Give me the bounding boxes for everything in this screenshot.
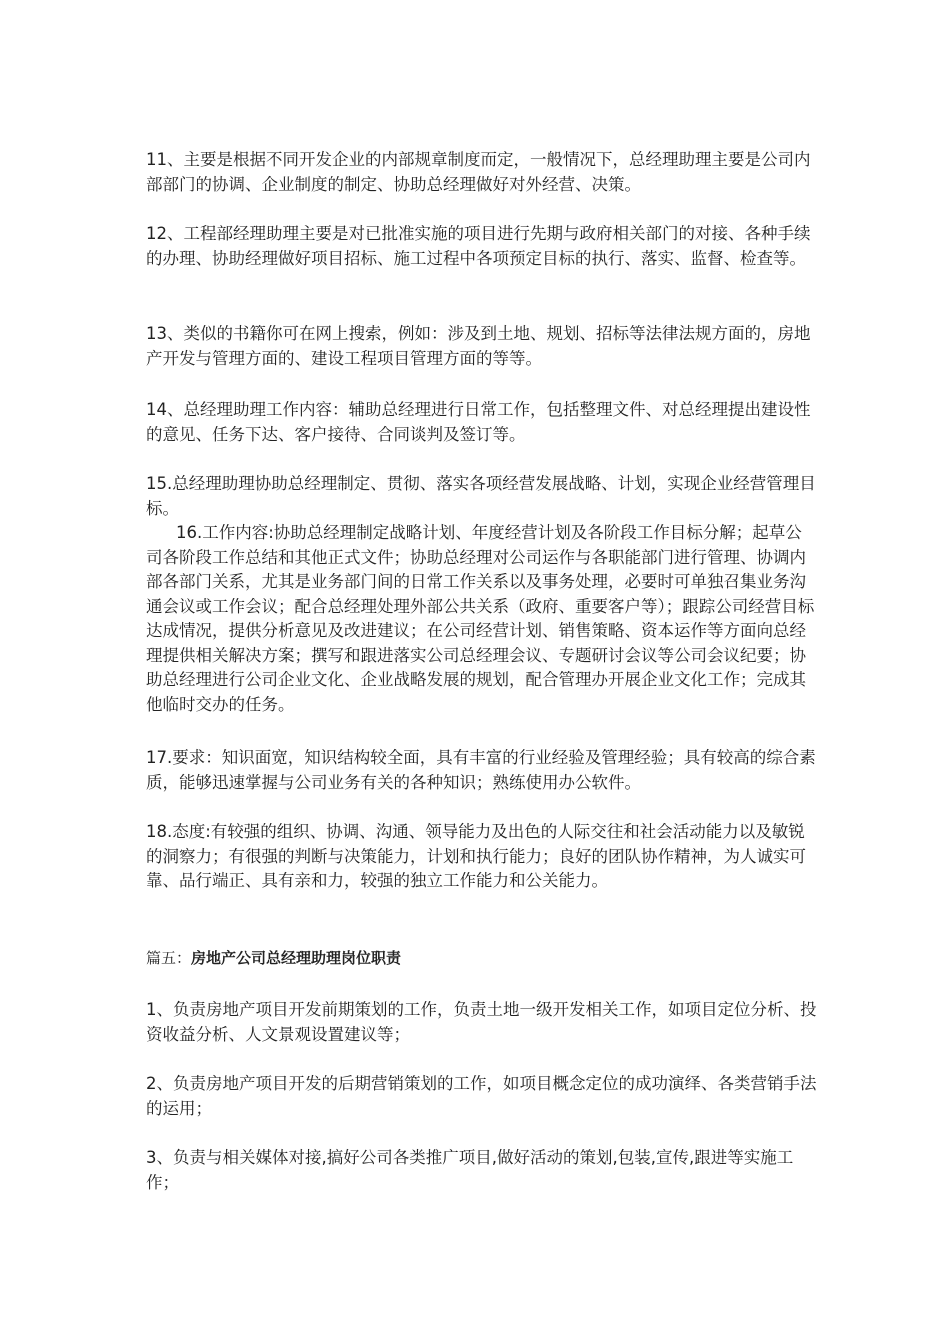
paragraph-18: 18.态度:有较强的组织、协调、沟通、领导能力及出色的人际交往和社会活动能力以及敏锐的洞察力；有很强的判断与决策能力，计划和执行能力；良好的团队协作精神，为人诚实可靠、品行端正、具有亲和力，较强的独立工作能力和公关能力。 [146,822,806,890]
paragraph-17: 17.要求：知识面宽，知识结构较全面，具有丰富的行业经验及管理经验；具有较高的综合素质，能够迅速掌握与公司业务有关的各种知识；熟练使用办公软件。 [146,748,816,792]
section-paragraph-3: 3、负责与相关媒体对接,搞好公司各类推广项目,做好活动的策划,包装,宣传,跟进等实施工作； [146,1148,794,1192]
section-heading-title: 房地产公司总经理助理岗位职责 [191,949,402,967]
paragraph-14: 14、总经理助理工作内容：辅助总经理进行日常工作，包括整理文件、对总经理提出建设性的意见、任务下达、客户接待、合同谈判及签订等。 [146,400,811,444]
section-heading [146,946,818,970]
paragraph-16: 16.工作内容:协助总经理制定战略计划、年度经营计划及各阶段工作目标分解；起草公司各阶段工作总结和其他正式文件；协助总经理对公司运作与各职能部门进行管理、协调内部各部门关系，尤其是业务部门间的日常工作关系以及事务处理，必要时可单独召集业务沟通会议或工作会议；配合总经理处理外部公共关系（政府、重要客户等）；跟踪公司经营目标达成情况，提供分析意见及改进建议；在公司经营计划、销售策略、资本运作等方面向总经理提供相关解决方案；撰写和跟进落实公司总经理会议、专题研讨会议等公司会议纪要；协助总经理进行公司企业文化、企业战略发展的规划，配合管理办开展企业文化工作；完成其他临时交办的任务。 [146,523,815,714]
paragraph-12: 12、工程部经理助理主要是对已批准实施的项目进行先期与政府相关部门的对接、各种手续的办理、协助经理做好项目招标、施工过程中各项预定目标的执行、落实、监督、检查等。 [146,224,811,268]
section-heading-prefix: 篇五： [146,949,192,967]
paragraph-15: 15.总经理助理协助总经理制定、贯彻、落实各项经营发展战略、计划，实现企业经营管理目标。 [146,474,816,518]
paragraph-13: 13、类似的书籍你可在网上搜索，例如：涉及到土地、规划、招标等法律法规方面的，房地产开发与管理方面的、建设工程项目管理方面的等等。 [146,324,811,368]
section-paragraph-2: 2、负责房地产项目开发的后期营销策划的工作，如项目概念定位的成功演绎、各类营销手法的运用； [146,1074,817,1118]
section-paragraph-1: 1、负责房地产项目开发前期策划的工作，负责土地一级开发相关工作，如项目定位分析、投资收益分析、人文景观设置建议等； [146,1000,817,1044]
paragraph-11: 11、主要是根据不同开发企业的内部规章制度而定，一般情况下，总经理助理主要是公司内部部门的协调、企业制度的制定、协助总经理做好对外经营、决策。 [146,150,811,194]
